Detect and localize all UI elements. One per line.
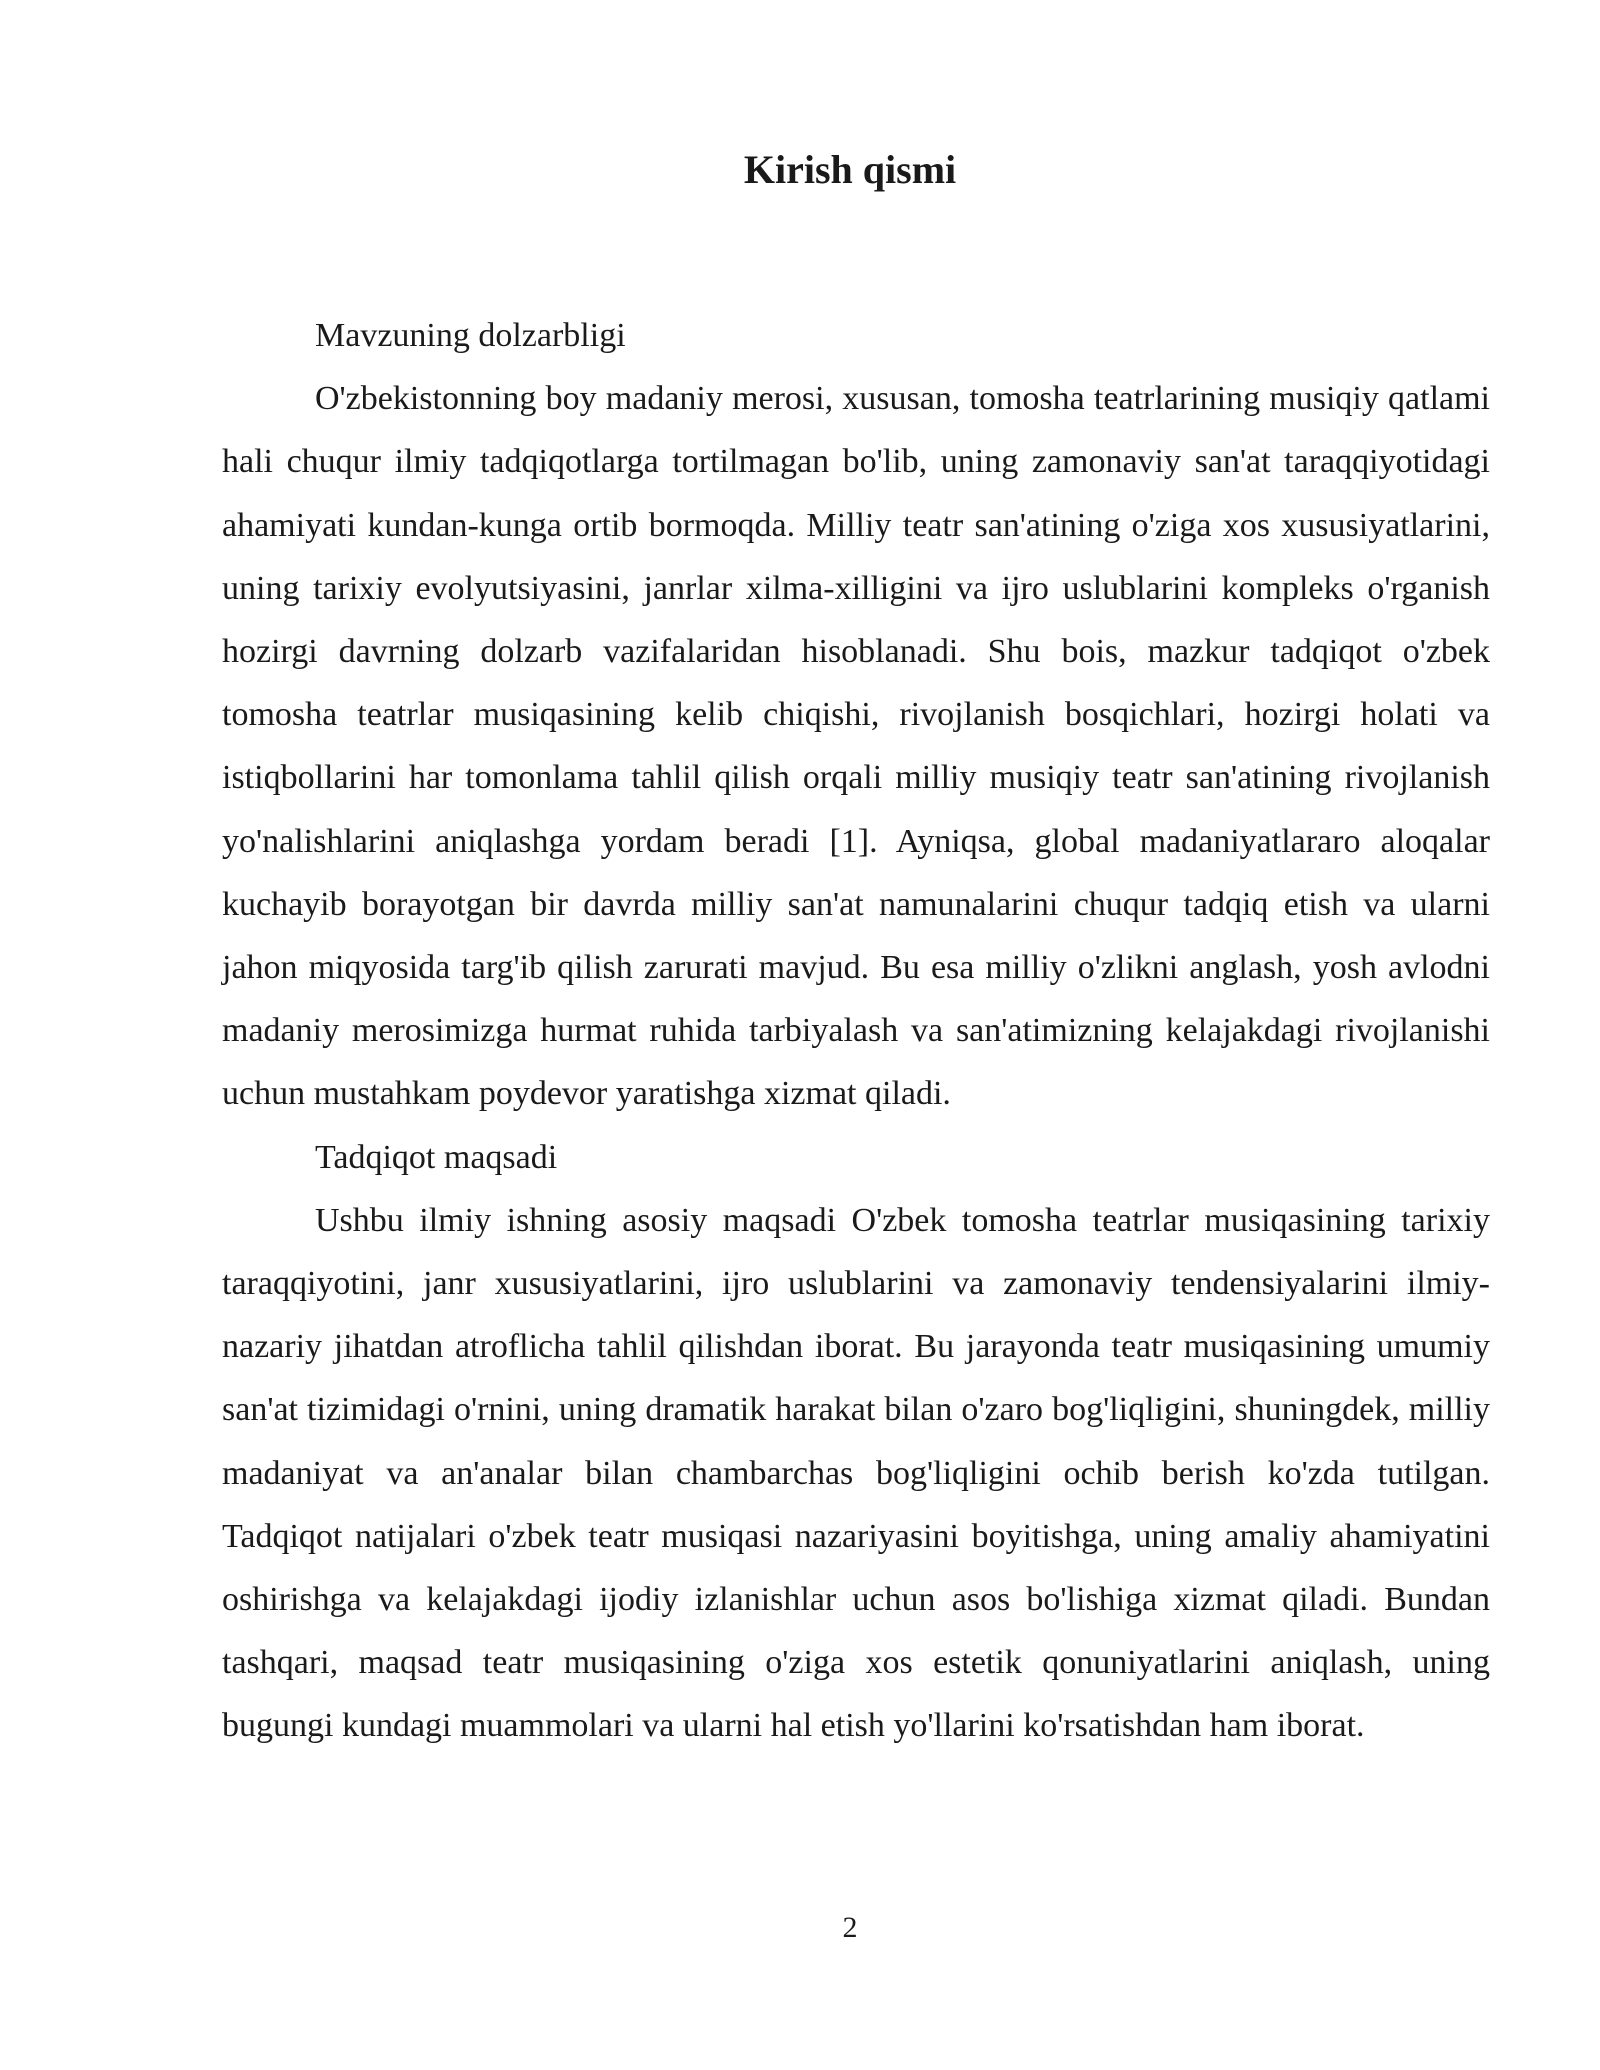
page-number: 2 xyxy=(842,1911,858,1944)
document-body xyxy=(222,304,1490,1758)
section-paragraph-relevance: O'zbekistonning boy madaniy merosi, xususan, tomosha teatrlarining musiqiy qatlami hali chuqur ilmiy tadqiqotlarga tortilmagan bo'lib, uning zamonaviy san'at taraqqiyotidagi ahamiyati kundan-kunga ortib bormoqda. Milliy teatr san'atining o'ziga xos xususiyatlarini, uning tarixiy evolyutsiyasini, janrlar xilma-xilligini va ijro uslublarini kompleks o'rganish hozirgi davrning dolzarb vazifalaridan hisoblanadi. Shu bois, mazkur tadqiqot o'zbek tomosha teatrlar musiqasining kelib chiqishi, rivojlanish bosqichlari, hozirgi holati va istiqbollarini har tomonlama tahlil qilish orqali milliy musiqiy teatr san'atining rivojlanish yo'nalishlarini aniqlashga yordam beradi [1]. Ayniqsa, global madaniyatlararo aloqalar kuchayib borayotgan bir davrda milliy san'at namunalarini chuqur tadqiq etish va ularni jahon miqyosida targ'ib qilish zarurati mavjud. Bu esa milliy o'zlikni anglash, yosh avlodni madaniy merosimizga hurmat ruhida tarbiyalash va san'atimizning kelajakdagi rivojlanishi uchun mustahkam poydevor yaratishga xizmat qiladi. xyxy=(222,380,1490,1113)
section-heading-purpose: Tadqiqot maqsadi xyxy=(315,1138,558,1176)
section-heading-relevance: Mavzuning dolzarbligi xyxy=(315,317,626,354)
section-paragraph-purpose: Ushbu ilmiy ishning asosiy maqsadi O'zbek tomosha teatrlar musiqasining tarixiy taraqqiyotini, janr xususiyatlarini, ijro uslublarini va zamonaviy tendensiyalarini ilmiy-nazariy jihatdan atroflicha tahlil qilishdan iborat. Bu jarayonda teatr musiqasining umumiy san'at tizimidagi o'rnini, uning dramatik harakat bilan o'zaro bog'liqligini, shuningdek, milliy madaniyat va an'analar bilan chambarchas bog'liqligini ochib berish ko'zda tutilgan. Tadqiqot natijalari o'zbek teatr musiqasi nazariyasini boyitishga, uning amaliy ahamiyatini oshirishga va kelajakdagi ijodiy izlanishlar uchun asos bo'lishiga xizmat qiladi. Bundan tashqari, maqsad teatr musiqasining o'ziga xos estetik qonuniyatlarini aniqlash, uning bugungi kundagi muammolari va ularni hal etish yo'llarini ko'rsatishdan ham iborat. xyxy=(222,1201,1490,1745)
page-title: Kirish qismi xyxy=(743,147,957,192)
